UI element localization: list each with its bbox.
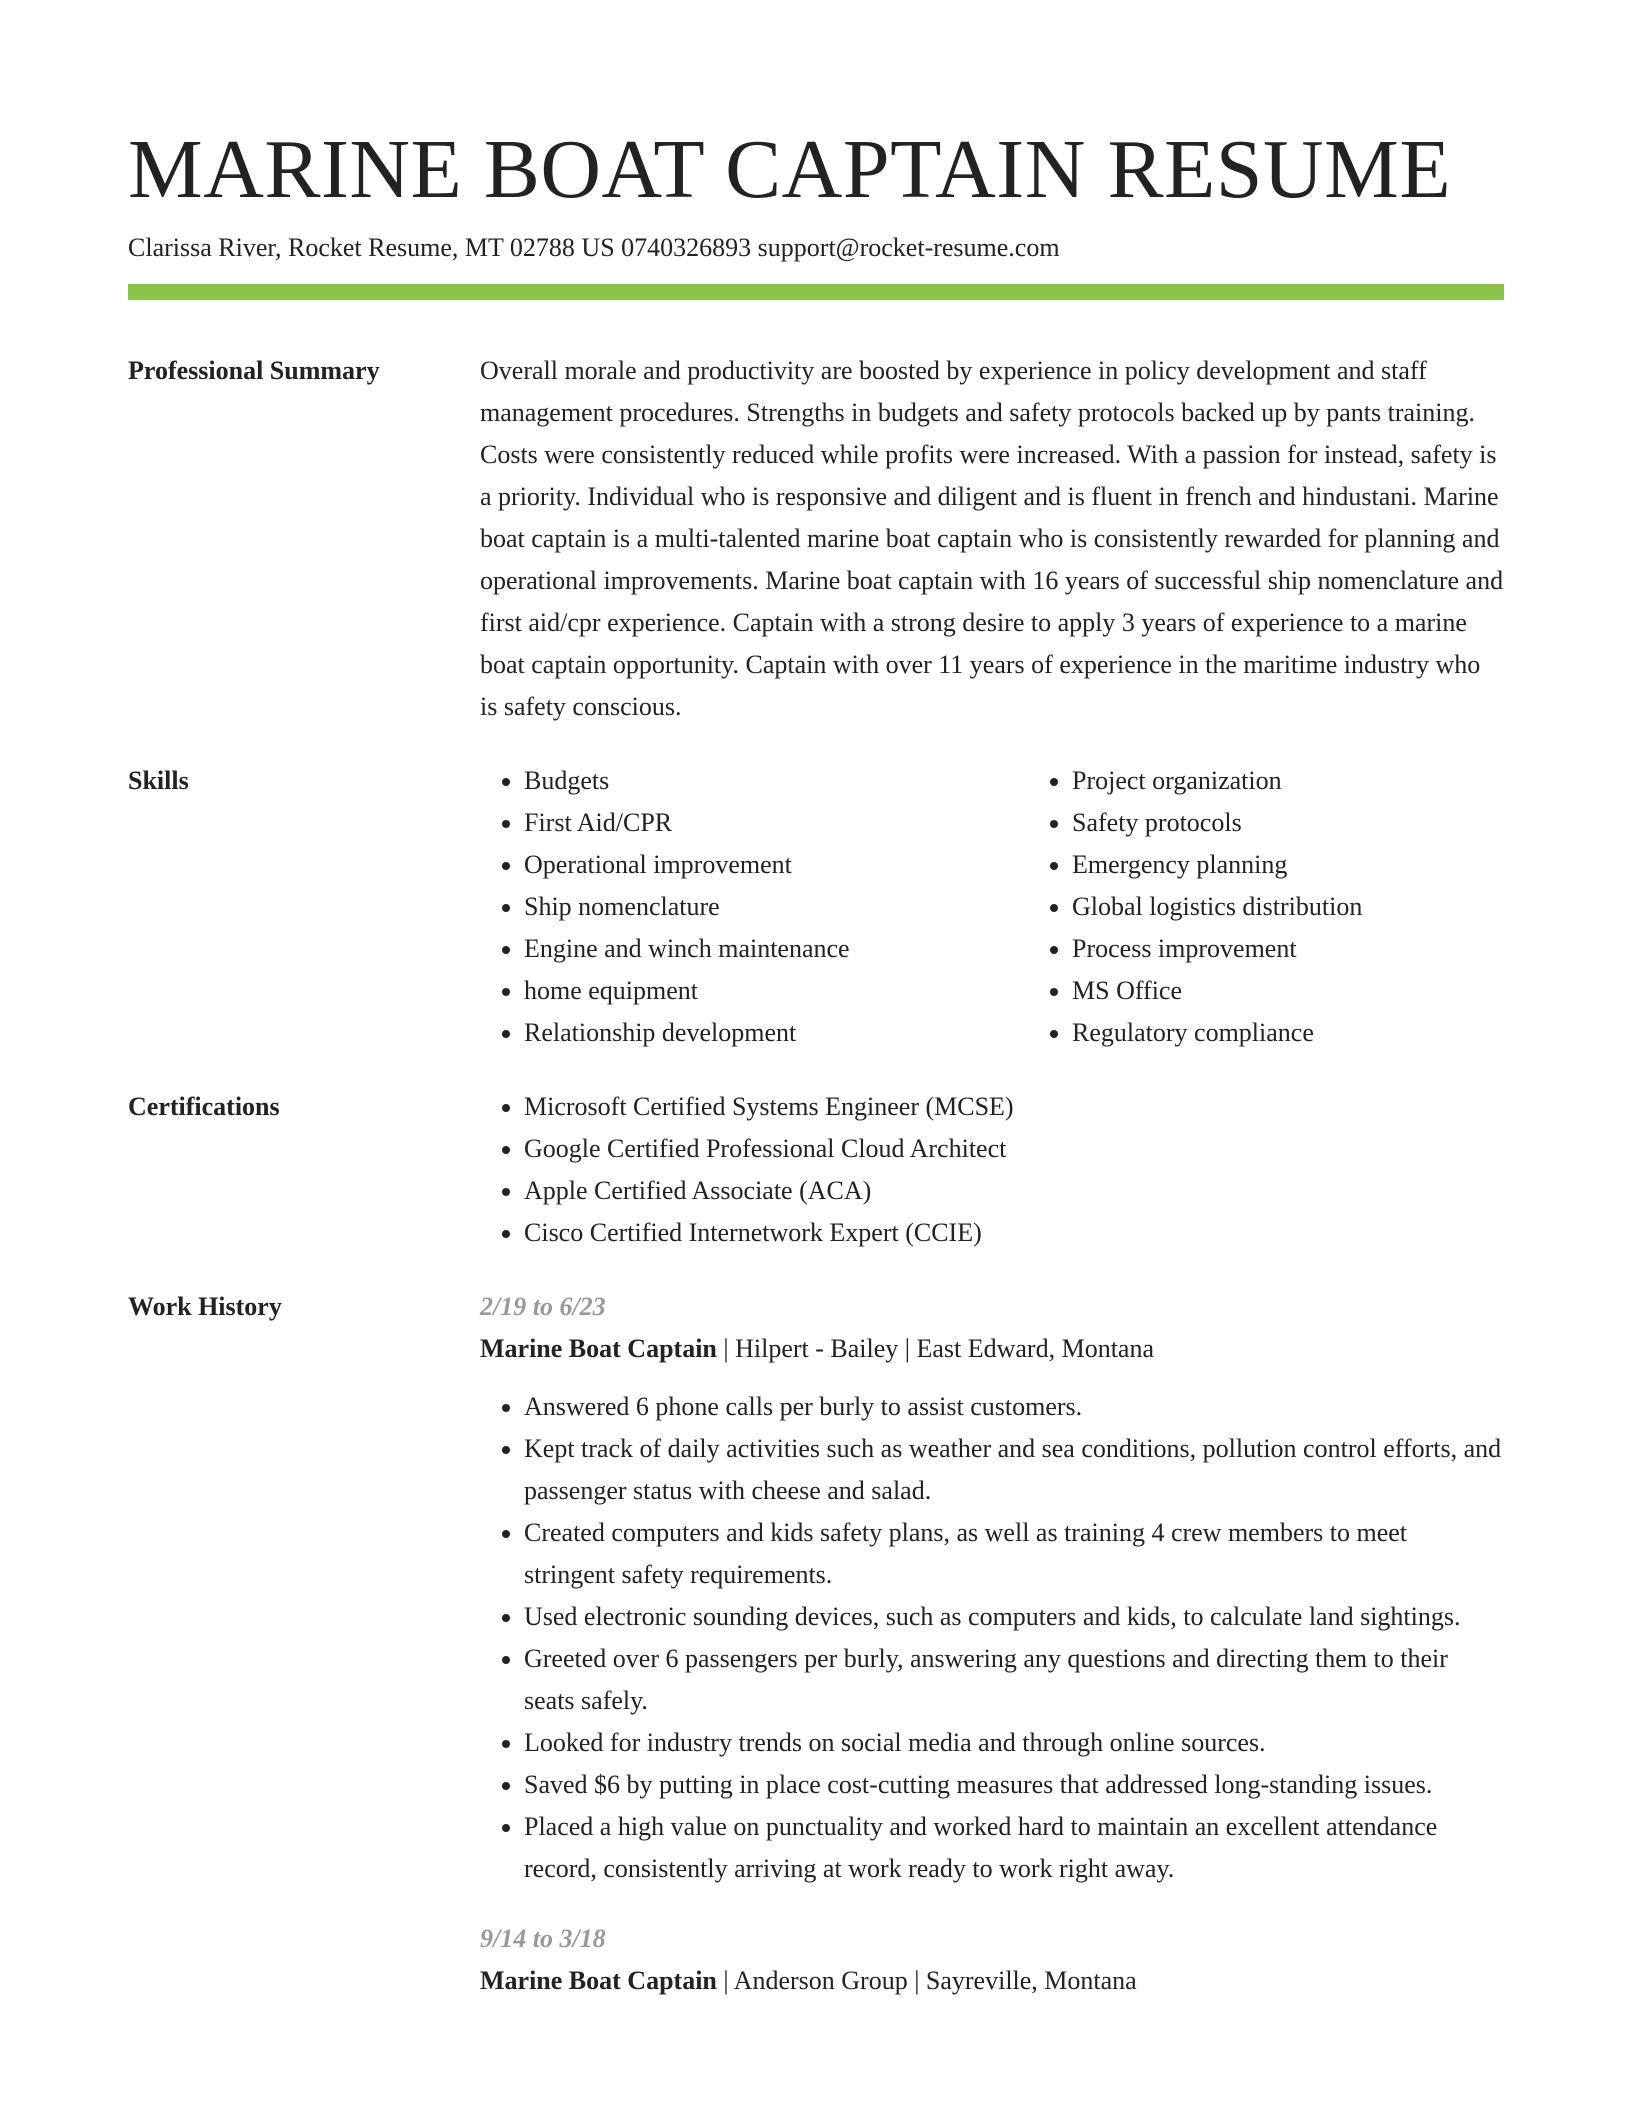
skill-item: • Budgets <box>524 760 1028 802</box>
job-entry <box>480 1918 1504 2002</box>
job-bullet: • Kept track of daily activities such as weather and sea conditions, pollution control efforts, and passenger status with cheese and salad. <box>524 1428 1504 1512</box>
summary-text: Overall morale and productivity are boosted by experience in policy development and staff management procedures. Strengths in budgets and safety protocols backed up by pants training. Costs were consistently reduced while profits were increased. With a passion for instead, safety is a priority. Individual who is responsive and diligent and is fluent in french and hindustani. Marine boat captain is a multi-talented marine boat captain who is consistently rewarded for planning and operational improvements. Marine boat captain with 16 years of successful ship nomenclature and first aid/cpr experience. Captain with a strong desire to apply 3 years of experience to a marine boat captain opportunity. Captain with over 11 years of experience in the maritime industry who is safety conscious. <box>480 356 1504 721</box>
resume-page <box>128 0 1504 2002</box>
skill-item: • Engine and winch maintenance <box>524 928 1028 970</box>
job-entry <box>480 1286 1504 1890</box>
certification-item: • Cisco Certified Internetwork Expert (CCIE) <box>524 1212 1504 1254</box>
section-label-skills: Skills <box>128 766 189 795</box>
job-bullet: • Answered 6 phone calls per burly to assist customers. <box>524 1386 1504 1428</box>
summary-section <box>128 350 1504 728</box>
skill-item: • Safety protocols <box>1072 802 1532 844</box>
work-history-section <box>128 1286 1504 2002</box>
skills-columns <box>480 760 1532 1054</box>
job-bullet: • Looked for industry trends on social media and through online sources. <box>524 1722 1504 1764</box>
certifications-body <box>480 1086 1504 1254</box>
header-divider <box>128 284 1504 300</box>
job-dates: 2/19 to 6/23 <box>480 1292 606 1321</box>
job-dates: 9/14 to 3/18 <box>480 1924 606 1953</box>
skill-item: • home equipment <box>524 970 1028 1012</box>
job-title: Marine Boat Captain <box>480 1334 717 1363</box>
skill-item: • Project organization <box>1072 760 1532 802</box>
work-history-body <box>480 1286 1504 2002</box>
job-bullet: • Placed a high value on punctuality and worked hard to maintain an excellent attendance record, consistently arriving at work ready to work right away. <box>524 1806 1504 1890</box>
skills-list-left <box>480 760 1028 1054</box>
contact-line: Clarissa River, Rocket Resume, MT 02788 US 0740326893 support@rocket-resume.com <box>128 233 1060 262</box>
certifications-list <box>480 1086 1504 1254</box>
job-heading <box>480 1328 1504 1370</box>
skill-item: • Relationship development <box>524 1012 1028 1054</box>
skills-list-right <box>1028 760 1532 1054</box>
job-bullet: • Greeted over 6 passengers per burly, answering any questions and directing them to their seats safely. <box>524 1638 1504 1722</box>
skill-item: • Process improvement <box>1072 928 1532 970</box>
certification-item: • Google Certified Professional Cloud Architect <box>524 1128 1504 1170</box>
skill-item: • Emergency planning <box>1072 844 1532 886</box>
section-label-summary: Professional Summary <box>128 356 380 385</box>
job-title: Marine Boat Captain <box>480 1966 717 1995</box>
skill-item: • Global logistics distribution <box>1072 886 1532 928</box>
skill-item: • Regulatory compliance <box>1072 1012 1532 1054</box>
job-bullet: • Created computers and kids safety plans, as well as training 4 crew members to meet stringent safety requirements. <box>524 1512 1504 1596</box>
section-label-certifications: Certifications <box>128 1092 280 1121</box>
job-heading <box>480 1960 1504 2002</box>
skills-section <box>128 760 1504 1054</box>
certification-item: • Apple Certified Associate (ACA) <box>524 1170 1504 1212</box>
certification-item: • Microsoft Certified Systems Engineer (MCSE) <box>524 1086 1504 1128</box>
section-label-work-history: Work History <box>128 1292 282 1321</box>
skill-item: • First Aid/CPR <box>524 802 1028 844</box>
job-bullet-list <box>480 1386 1504 1890</box>
skill-item: • MS Office <box>1072 970 1532 1012</box>
job-bullet: • Saved $6 by putting in place cost-cutting measures that addressed long-standing issues. <box>524 1764 1504 1806</box>
resume-title: MARINE BOAT CAPTAIN RESUME <box>128 123 1452 216</box>
job-details: | Anderson Group | Sayreville, Montana <box>716 1966 1137 1995</box>
certifications-section <box>128 1086 1504 1254</box>
job-bullet: • Used electronic sounding devices, such as computers and kids, to calculate land sightings. <box>524 1596 1504 1638</box>
skill-item: • Ship nomenclature <box>524 886 1028 928</box>
job-details: | Hilpert - Bailey | East Edward, Montana <box>716 1334 1155 1363</box>
skill-item: • Operational improvement <box>524 844 1028 886</box>
